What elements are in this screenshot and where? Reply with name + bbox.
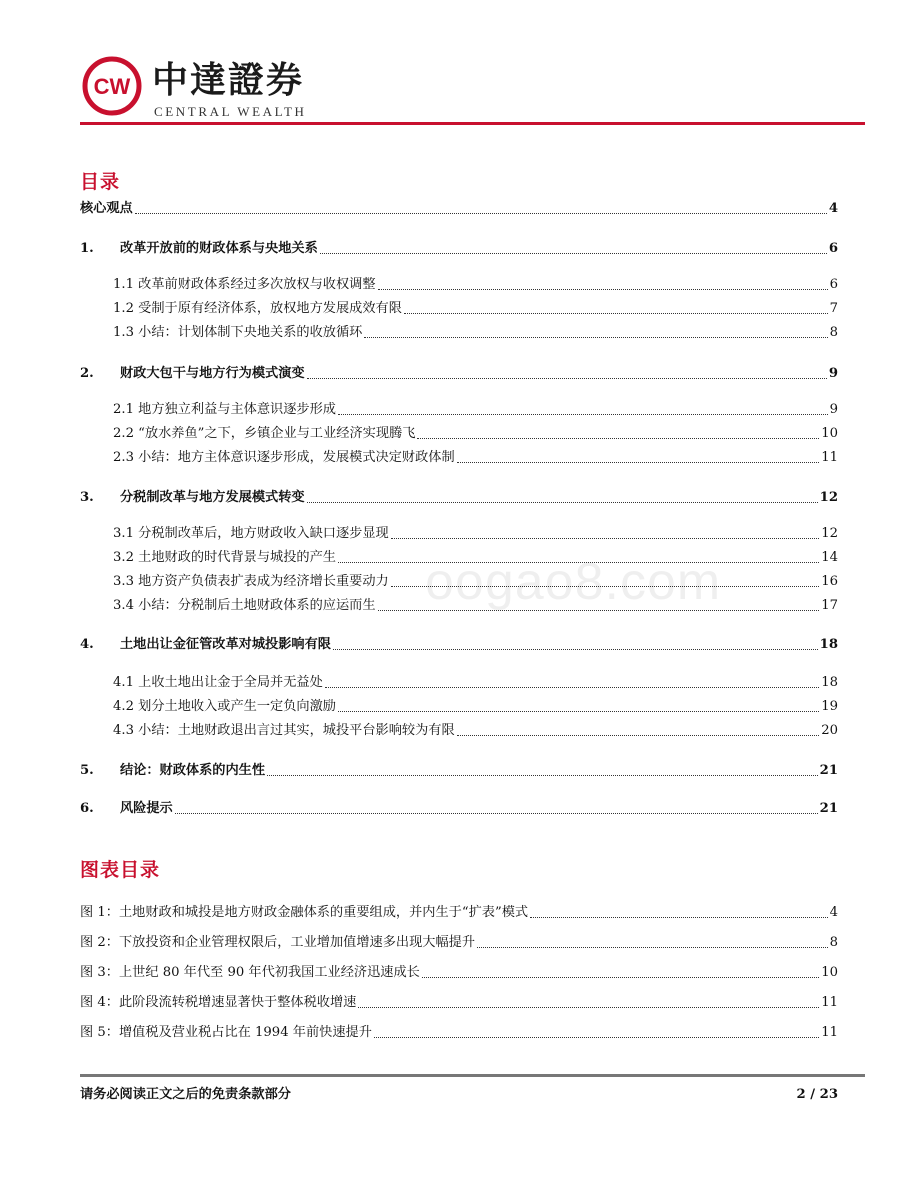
- toc-text: 3.4 小结：分税制后土地财政体系的应运而生: [113, 598, 376, 613]
- figure-leader: [477, 947, 828, 948]
- brand-name-chinese: 中達證券: [152, 59, 305, 101]
- company-logo: [82, 56, 142, 116]
- toc-text: 分税制改革与地方发展模式转变: [120, 490, 305, 505]
- toc-entry[interactable]: [113, 449, 838, 467]
- toc-entry[interactable]: [113, 525, 838, 543]
- toc-leader: [325, 687, 819, 688]
- toc-leader: [267, 775, 818, 776]
- toc-entry[interactable]: [113, 425, 838, 443]
- toc-number: 4.: [80, 637, 94, 652]
- toc-number: 3.: [80, 490, 94, 505]
- toc-leader: [417, 438, 819, 439]
- toc-page: 9: [828, 366, 838, 381]
- toc-page: 21: [819, 763, 838, 778]
- toc-page: 21: [819, 801, 838, 816]
- toc-number: 1.: [80, 241, 94, 256]
- toc-leader: [333, 649, 818, 650]
- toc-page: 7: [829, 301, 838, 316]
- toc-page: 6: [828, 241, 838, 256]
- toc-page: 10: [821, 426, 838, 441]
- toc-page: 9: [829, 402, 838, 417]
- toc-page: 16: [821, 574, 838, 589]
- toc-entry[interactable]: [80, 200, 838, 218]
- figure-text: 图 5：增值税及营业税占比在 1994 年前快速提升: [80, 1025, 372, 1040]
- footer-disclaimer: 请务必阅读正文之后的免责条款部分: [80, 1087, 291, 1102]
- toc-text: 4.2 划分土地收入或产生一定负向激励: [113, 699, 336, 714]
- toc-leader: [307, 378, 827, 379]
- toc-leader: [338, 711, 819, 712]
- figure-entry[interactable]: [80, 1024, 838, 1042]
- toc-leader: [135, 213, 827, 214]
- toc-leader: [404, 313, 828, 314]
- toc-page: 12: [819, 490, 838, 505]
- toc-text: 4.1 上收土地出让金于全局并无益处: [113, 675, 323, 690]
- figure-text: 图 1：土地财政和城投是地方财政金融体系的重要组成，并内生于“扩表”模式: [80, 905, 529, 920]
- toc-text: 3.3 地方资产负债表扩表成为经济增长重要动力: [113, 574, 389, 589]
- figure-leader: [422, 977, 819, 978]
- figure-leader: [358, 1007, 819, 1008]
- toc-text: 3.2 土地财政的时代背景与城投的产生: [113, 550, 336, 565]
- toc-leader: [320, 253, 827, 254]
- toc-title: 目录: [80, 171, 121, 193]
- toc-leader: [457, 735, 820, 736]
- toc-page: 20: [821, 723, 838, 738]
- toc-page: 18: [821, 675, 838, 690]
- figure-text: 图 3：上世纪 80 年代至 90 年代初我国工业经济迅速成长: [80, 965, 420, 980]
- figure-page: 11: [821, 995, 838, 1010]
- figure-leader: [374, 1037, 819, 1038]
- figure-page: 4: [829, 905, 838, 920]
- toc-entry[interactable]: [113, 276, 838, 294]
- toc-entry[interactable]: [80, 800, 838, 818]
- toc-text: 2.1 地方独立利益与主体意识逐步形成: [113, 402, 336, 417]
- toc-entry[interactable]: [113, 698, 838, 716]
- toc-text: 结论：财政体系的内生性: [120, 763, 266, 778]
- toc-page: 17: [821, 598, 838, 613]
- toc-page: 14: [821, 550, 838, 565]
- watermark: oogao8.com: [425, 553, 722, 611]
- toc-entry[interactable]: [113, 324, 838, 342]
- toc-text: 1.3 小结：计划体制下央地关系的收放循环: [113, 325, 363, 340]
- toc-text: 1.1 改革前财政体系经过多次放权与收权调整: [113, 277, 376, 292]
- brand-name-english: CENTRAL WEALTH: [154, 104, 307, 119]
- figure-page: 8: [829, 935, 838, 950]
- toc-page: 6: [829, 277, 838, 292]
- toc-entry[interactable]: [80, 762, 838, 780]
- figure-leader: [530, 917, 828, 918]
- toc-entry[interactable]: [113, 300, 838, 318]
- toc-page: 4: [828, 201, 838, 216]
- toc-entry[interactable]: [113, 722, 838, 740]
- toc-number: 6.: [80, 801, 94, 816]
- toc-text: 改革开放前的财政体系与央地关系: [120, 241, 318, 256]
- toc-leader: [338, 414, 828, 415]
- toc-text: 风险提示: [120, 801, 173, 816]
- toc-page: 12: [821, 526, 838, 541]
- toc-text: 土地出让金征管改革对城投影响有限: [120, 637, 331, 652]
- toc-leader: [364, 337, 827, 338]
- figure-entry[interactable]: [80, 934, 838, 952]
- toc-text: 2.3 小结：地方主体意识逐步形成，发展模式决定财政体制: [113, 450, 455, 465]
- toc-leader: [391, 538, 819, 539]
- figure-page: 10: [821, 965, 838, 980]
- figures-title: 图表目录: [80, 859, 161, 881]
- toc-text: 财政大包干与地方行为模式演变: [120, 366, 305, 381]
- toc-entry[interactable]: [80, 489, 838, 507]
- toc-leader: [307, 502, 818, 503]
- figure-text: 图 4：此阶段流转税增速显著快于整体税收增速: [80, 995, 357, 1010]
- toc-leader: [457, 462, 820, 463]
- toc-entry[interactable]: [80, 365, 838, 383]
- toc-page: 18: [819, 637, 838, 652]
- figure-entry[interactable]: [80, 994, 838, 1012]
- footer-divider: [80, 1074, 865, 1077]
- toc-text: 核心观点: [80, 201, 133, 216]
- logo-text: CW: [93, 74, 131, 99]
- toc-entry[interactable]: [113, 401, 838, 419]
- page-header: [80, 50, 865, 126]
- toc-number: 2.: [80, 366, 94, 381]
- figure-entry[interactable]: [80, 904, 838, 922]
- page-number: 2 / 23: [796, 1087, 838, 1102]
- toc-leader: [175, 813, 818, 814]
- toc-text: 3.1 分税制改革后，地方财政收入缺口逐步显现: [113, 526, 389, 541]
- toc-entry[interactable]: [80, 636, 838, 654]
- toc-text: 2.2 “放水养鱼”之下，乡镇企业与工业经济实现腾飞: [113, 426, 416, 441]
- header-divider: [80, 122, 865, 125]
- toc-text: 4.3 小结：土地财政退出言过其实，城投平台影响较为有限: [113, 723, 455, 738]
- figure-text: 图 2：下放投资和企业管理权限后，工业增加值增速多出现大幅提升: [80, 935, 476, 950]
- toc-page: 8: [829, 325, 838, 340]
- toc-entry[interactable]: [113, 674, 838, 692]
- toc-page: 19: [821, 699, 838, 714]
- figure-entry[interactable]: [80, 964, 838, 982]
- toc-text: 1.2 受制于原有经济体系，放权地方发展成效有限: [113, 301, 402, 316]
- toc-entry[interactable]: [80, 240, 838, 258]
- toc-page: 11: [821, 450, 838, 465]
- toc-leader: [378, 289, 828, 290]
- toc-number: 5.: [80, 763, 94, 778]
- figure-page: 11: [821, 1025, 838, 1040]
